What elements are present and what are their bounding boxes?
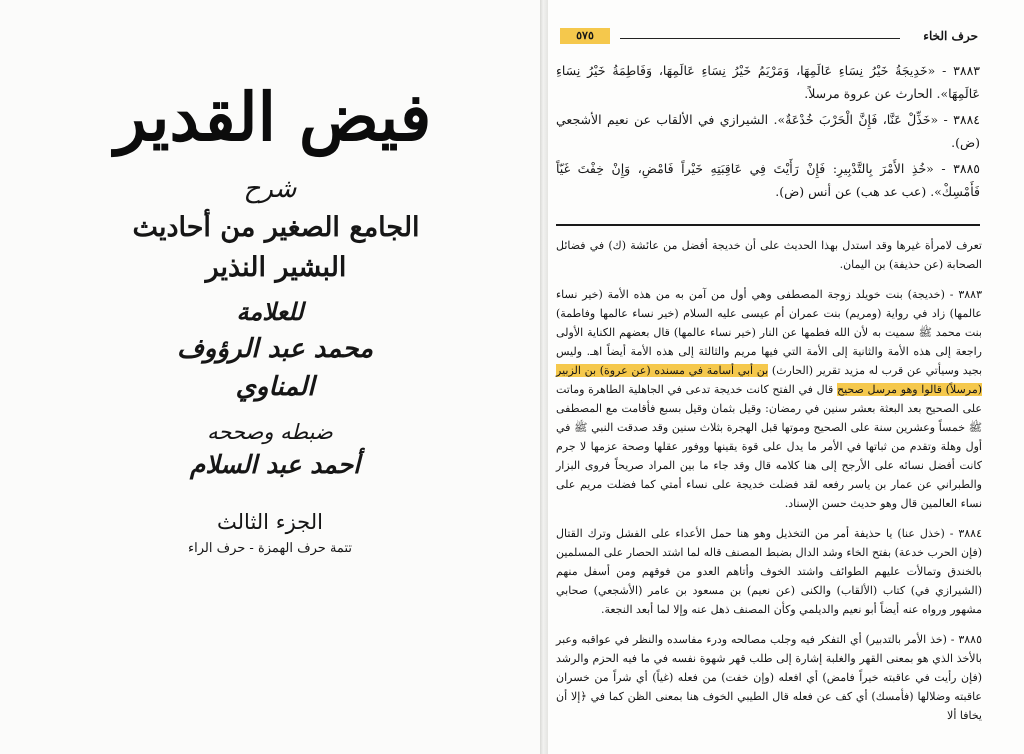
- volume-title: الجزء الثالث: [217, 510, 323, 534]
- editor-label: ضبطه وصححه: [207, 420, 333, 444]
- commentary-3883: [556, 285, 982, 513]
- hadith-3885: ٣٨٨٥ - «خُذِ الأَمْرَ بِالتَّدْبِيرِ: فَإِنْ رَأَيْتَ فِي عَاقِبَتِهِ خَيْراً فَامْضِ، وَإِنْ خِفْتَ غَيّاً فَأَمْسِكْ». (عب عد هب) عن أنس (ض).: [556, 161, 980, 199]
- chapter-title: حرف الخاء: [923, 29, 978, 43]
- commentary-3885: ٣٨٨٥ - (خذ الأمر بالتدبير) أي التفكر فيه وجلب مصالحه ودرء مفاسده والنظر في عواقبه وعبر بالأخذ الذي هو بمعنى القهر والغلبة إشارة إلى طلب قهر شهوة نفسه في ما فيه الحزم والرشد (فإن رأيت في عاقبته خيراً فامض) أي افعله (وإن خفت) من فعله (غياً) أي شراً من خسران عاقبته وضلالها (فأمسك) أي كف عن فعله قال الطيبي الخوف هنا بمعنى الظن كما في ﴿إلا أن يخافا ألا: [556, 633, 982, 722]
- book-title: فيض القدير: [114, 78, 432, 156]
- sharh-label: شرح: [243, 174, 297, 204]
- hadith-3884: ٣٨٨٤ - «خَذِّلْ عَنَّا، فَإِنَّ الْحَرْبَ خُدْعَةٌ». الشيرازي في الألقاب عن نعيم الأشجعي (ض).: [556, 112, 980, 150]
- commentary-3884: ٣٨٨٤ - (خذل عنا) يا حذيفة أمر من التخذيل وهو هنا حمل الأعداء على الفشل وترك القتال (فإن الحرب خدعة) بفتح الخاء وشد الدال بضبط المصنف قاله لما اشتد الحصار على المسلمين بالخندق وتمالأت عليهم الطوائف واشتد الخوف وأتاهم العدو من فوقهم ومن أسفل منهم (الشيرازي في) كتاب (الألقاب) والكنى (عن نعيم) بن مسعود بن عامر (الأشجعي) صحابي مشهور ورواه عنه أيضاً أبو نعيم والديلمي وكأن المصنف ذهل عنه وإلا لما أبعد النجعة.: [556, 527, 982, 616]
- highlighted-text: بن أبي أسامة في مسنده (عن عروة) بن الزبير (مرسلاً) قالوا وهو مرسل صحيح: [556, 364, 982, 396]
- author-name: محمد عبد الرؤوف المناوي: [176, 334, 374, 402]
- hadith-3883: ٣٨٨٣ - «خَدِيجَةُ خَيْرُ نِسَاءِ عَالَمِهَا، وَمَرْيَمُ خَيْرُ نِسَاءِ عَالَمِهَا، وَفَاطِمَةُ خَيْرُ نِسَاءِ عَالَمِهَا». الحارث عن عروة مرسلاً.: [556, 63, 980, 101]
- book-subtitle: الجامع الصغير من أحاديث البشير النذير: [132, 212, 420, 283]
- running-head-rule: [620, 38, 900, 39]
- book-gutter: [540, 0, 548, 754]
- commentary-3883-part2: قال في الفتح كانت خديجة تدعى في الجاهلية الطاهرة وماتت على الصحيح بعد البعثة بعشر سنين في رمضان: وقيل بثمان وقيل بسبع فأقامت مع المصطفى ﷺ خمساً وعشرين سنة على الصحيح وموتها قبل الهجرة بثلاث سنين وقد صدقت النبي ﷺ في أول وهلة وتقدم من ثباتها في الأمر ما يدل على قوة يقينها ووفور عقلها وصحة عزمها لا جرم كانت أفضل نسائه على الأرجح إلى هنا كلامه قال وقد جاء ما بين المراد صريحاً فروى البزار والطبراني عن عمار بن ياسر رفعه لقد فضلت خديجة على نساء أمتي كما فضلت مريم على نساء العالمين قال وهو حديث حسن الإسناد.: [556, 383, 982, 510]
- commentary-block: [556, 236, 982, 736]
- commentary-3883-part1: ٣٨٨٣ - (خديجة) بنت خويلد زوجة المصطفى وهي أول من آمن به من هذه الأمة (خير نساء عالمها) زاد في رواية (ومريم) بنت عمران أم عيسى عليه السلام (خير نساء عالمها وفاطمة) بنت محمد ﷺ سميت به لأن الله فطمها عن النار (خير نساء عالمها) قال بعضهم الكناية الأولى راجعة إلى هذه الأمة والثانية إلى الأمة التي فيها مريم والثالثة إلى هذه الأمة أيضاً اهـ. وليس بجيد وسيأتي عن قرب له مزيد تقرير (الحارث): [556, 288, 983, 377]
- author-label: للعلامة: [236, 297, 304, 326]
- running-head: [560, 28, 978, 46]
- volume-note: تتمة حرف الهمزة - حرف الراء: [188, 541, 352, 556]
- editor-name: أحمد عبد السلام: [189, 450, 361, 479]
- section-divider: [556, 224, 980, 226]
- page-number: ٥٧٥: [560, 28, 610, 44]
- hadith-block: [556, 60, 980, 207]
- commentary-intro: تعرف لامرأة غيرها وقد استدل بهذا الحديث على أن خديجة أفضل من عائشة (ك) في فضائل الصحابة (عن حذيفة) بن اليمان.: [556, 239, 982, 271]
